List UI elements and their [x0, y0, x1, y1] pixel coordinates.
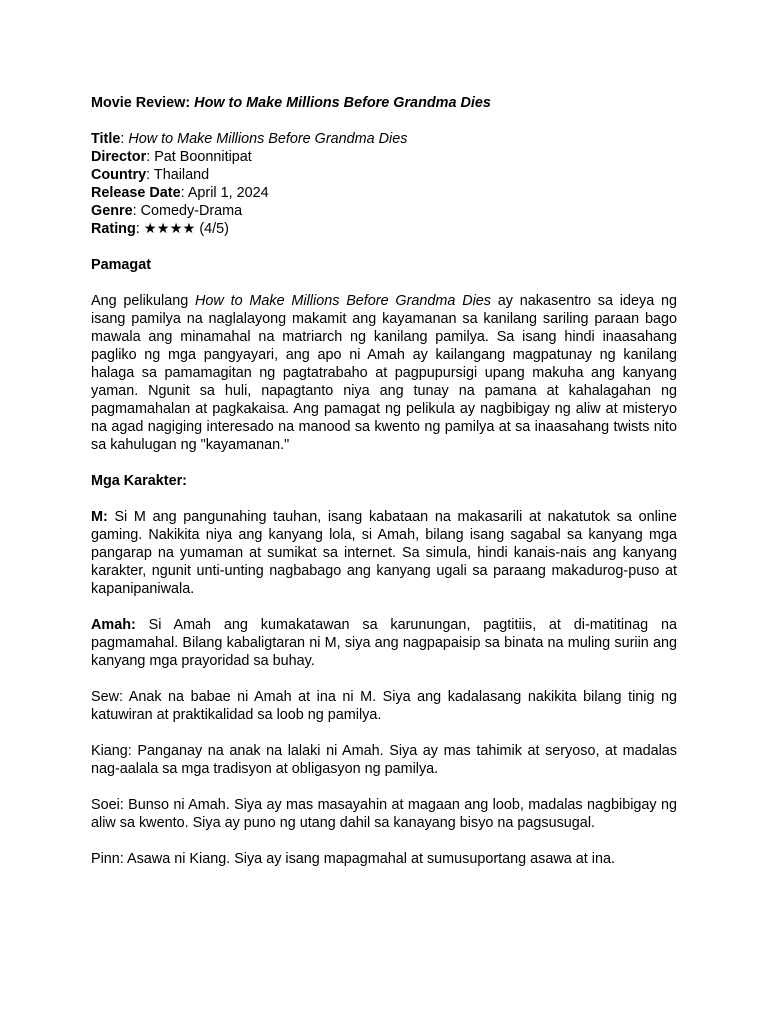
meta-director-value: Pat Boonnitipat	[154, 149, 252, 165]
movie-metadata	[91, 130, 677, 238]
character-amah-name: Amah:	[91, 617, 136, 633]
meta-release-value: April 1, 2024	[187, 185, 269, 201]
meta-genre-label: Genre	[91, 203, 133, 219]
pamagat-lead: Ang pelikulang	[91, 293, 196, 309]
character-m-text: Si M ang pangunahing tauhan, isang kabataan na makasarili at nakatutok sa online gaming. Nakikita niya ang kanyang lola, si Amah, bilang isang sagabal sa kanyang mga pangarap na yumaman at sumikat sa internet. Sa simula, hindi kanais-nais ang kanyang karakter, ngunit unti-unting nagbabago ang kanyang ugali sa paraang makadurog-puso at kapanipaniwala.	[91, 509, 677, 597]
character-soei: Soei: Bunso ni Amah. Siya ay mas masayahin at magaan ang loob, madalas nagbibigay ng aliw sa kwento. Siya ay puno ng utang dahil sa kanayang bisyo na pagsusugal.	[91, 797, 677, 831]
character-pinn: Pinn: Asawa ni Kiang. Siya ay isang mapagmahal at sumusuportang asawa at ina.	[91, 851, 615, 867]
meta-genre-value: Comedy-Drama	[140, 203, 243, 219]
meta-director-label: Director	[91, 149, 147, 165]
meta-genre: Genre: Comedy-Drama	[91, 203, 243, 219]
pamagat-paragraph	[91, 292, 677, 454]
meta-title: Title: How to Make Millions Before Grandma Dies	[91, 131, 408, 147]
meta-rating-label: Rating	[91, 221, 136, 237]
meta-country-label: Country	[91, 167, 147, 183]
character-amah-text: Si Amah ang kumakatawan sa karunungan, pagtitiis, at di-matitinag na pagmamahal. Bilang kabaligtaran ni M, siya ang nagpapaisip sa binata na muling suriin ang kanyang mga prayoridad sa buhay.	[91, 617, 677, 669]
review-header-title: How to Make Millions Before Grandma Dies	[194, 95, 491, 111]
meta-release-label: Release Date	[91, 185, 181, 201]
pamagat-title: How to Make Millions Before Grandma Dies	[195, 293, 491, 309]
pamagat-body: ay nakasentro sa ideya ng isang pamilya na naglalayong makamit ang kayamanan sa kanilang sariling paraan bago mawala ang minamahal na matriarch ng kanilang pamilya. Sa isang hindi inaasahang pagliko ng mga pangyayari, ang apo ni Amah ay kailangang magpatunay ng kanilang halaga sa pamamagitan ng pagtatrabaho at pagpupursigi upang makuha ang kanyang yaman. Ngunit sa huli, napagtanto niya ang tunay na pamana at kahalagahan ng pagmamahalan at pagkakaisa. Ang pamagat ng pelikula ay nagbibigay ng aliw at misteryo na agad nagiging interesado na manood sa kwento ng pamilya at sa inaasahang twists nito sa kahulugan ng "kayamanan."	[91, 293, 678, 453]
meta-title-value: How to Make Millions Before Grandma Dies	[128, 131, 408, 147]
meta-title-label: Title	[91, 131, 121, 147]
section-heading-pamagat: Pamagat	[91, 257, 151, 273]
character-kiang: Kiang: Panganay na anak na lalaki ni Amah. Siya ay mas tahimik at seryoso, at madalas nag-aalala sa mga tradisyon at obligasyon ng pamilya.	[91, 743, 677, 777]
section-heading-karakter: Mga Karakter:	[91, 473, 187, 489]
character-amah	[91, 616, 677, 670]
review-header-prefix: Movie Review:	[91, 95, 195, 111]
meta-rating-value: (4/5)	[195, 221, 229, 237]
review-header	[91, 94, 677, 112]
meta-rating: Rating: ★★★★ (4/5)	[91, 221, 229, 237]
meta-country-value: Thailand	[153, 167, 210, 183]
character-m-name: M:	[91, 509, 108, 525]
rating-stars-icon: ★★★★	[143, 221, 196, 237]
meta-director: Director: Pat Boonnitipat	[91, 149, 252, 165]
meta-country: Country: Thailand	[91, 167, 210, 183]
meta-release-date: Release Date: April 1, 2024	[91, 185, 269, 201]
character-sew: Sew: Anak na babae ni Amah at ina ni M. Siya ang kadalasang nakikita bilang tinig ng katuwiran at praktikalidad sa loob ng pamilya.	[91, 689, 677, 723]
character-m	[91, 508, 677, 598]
